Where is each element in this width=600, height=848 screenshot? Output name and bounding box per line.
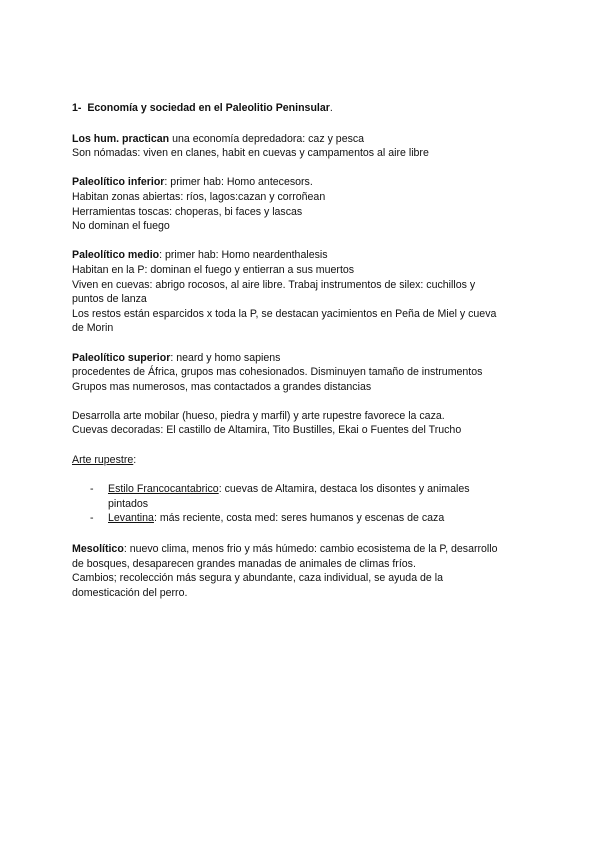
- mesolitico-line1: : nuevo clima, menos frio y más húmedo: cambio ecosistema de la P, desarrollo: [123, 543, 498, 556]
- inferior-line3: Herramientas toscas: choperas, bi faces y lascas: [72, 205, 303, 218]
- inferior-line1: : primer hab: Homo antecesors.: [164, 176, 313, 189]
- inferior-line4: No dominan el fuego: [72, 220, 170, 233]
- mesolitico-paragraph: [72, 542, 532, 600]
- mesolitico-line4: domesticación del perro.: [72, 586, 188, 599]
- medio-line4: puntos de lanza: [72, 293, 147, 306]
- bullet-continuation: pintados: [108, 497, 149, 510]
- superior-line3: Grupos mas numerosos, mas contactados a grandes distancias: [72, 380, 372, 393]
- bullet-text: : más reciente, costa med: seres humanos y escenas de caza: [153, 512, 445, 525]
- heading-end: .: [329, 102, 333, 114]
- mesolitico-line2: de bosques, desaparecen grandes manadas de animales de climas fríos.: [72, 557, 416, 570]
- medio-line2: Habitan en la P: dominan el fuego y entierran a sus muertos: [72, 263, 355, 276]
- mesolitico-line3: Cambios; recolección más segura y abundante, caza individual, se ayuda de la: [72, 572, 443, 585]
- rupestre-list: [72, 482, 532, 526]
- intro-paragraph: [72, 132, 532, 161]
- inferior-line2: Habitan zonas abiertas: ríos, lagos:cazan y corroñean: [72, 190, 326, 203]
- mesolitico-label: Mesolítico: [72, 543, 124, 556]
- intro-line1: una economía depredadora: caz y pesca: [169, 132, 365, 145]
- intro-label: Los hum. practican: [72, 132, 170, 145]
- rupestre-label: Arte rupestre: [72, 453, 134, 466]
- heading-title: Economía y sociedad en el Paleolitio Peninsular: [87, 102, 330, 114]
- superior-paragraph: [72, 351, 532, 395]
- medio-paragraph: [72, 248, 532, 336]
- intro-line2: Son nómadas: viven en clanes, habit en cuevas y campamentos al aire libre: [72, 147, 429, 160]
- medio-label: Paleolítico medio: [72, 249, 160, 262]
- arte-line2: Cuevas decoradas: El castillo de Altamira, Tito Bustilles, Ekai o Fuentes del Trucho: [72, 424, 462, 437]
- superior-line1: : neard y homo sapiens: [170, 351, 281, 364]
- bullet-text: : cuevas de Altamira, destaca los disontes y animales: [218, 483, 470, 496]
- bullet-name: Levantina: [108, 512, 154, 525]
- section-heading: [72, 101, 532, 116]
- rupestre-colon: :: [133, 453, 137, 466]
- heading-number: 1-: [72, 102, 82, 114]
- bullet-name: Estilo Francocantabrico: [108, 483, 219, 496]
- medio-line6: de Morin: [72, 322, 114, 335]
- superior-label: Paleolítico superior: [72, 351, 171, 364]
- medio-line5: Los restos están esparcidos x toda la P, se destacan yacimientos en Peña de Miel y cueva: [72, 307, 497, 320]
- inferior-paragraph: [72, 175, 532, 233]
- list-item-francocantabrico: [72, 482, 532, 511]
- document-body: [72, 101, 532, 600]
- arte-paragraph: [72, 409, 532, 438]
- superior-line2: procedentes de África, grupos mas cohesionados. Disminuyen tamaño de instrumentos: [72, 366, 483, 379]
- medio-line1: : primer hab: Homo neardenthalesis: [159, 249, 328, 262]
- bullet-dash: -: [90, 512, 94, 525]
- list-item-levantina: [72, 511, 532, 526]
- arte-line1: Desarrolla arte mobilar (hueso, piedra y marfil) y arte rupestre favorece la caza.: [72, 409, 445, 422]
- inferior-label: Paleolítico inferior: [72, 176, 165, 189]
- medio-line3: Viven en cuevas: abrigo rocosos, al aire libre. Trabaj instrumentos de silex: cuchillos y: [72, 278, 476, 291]
- rupestre-section: [72, 453, 532, 526]
- bullet-dash: -: [90, 483, 94, 496]
